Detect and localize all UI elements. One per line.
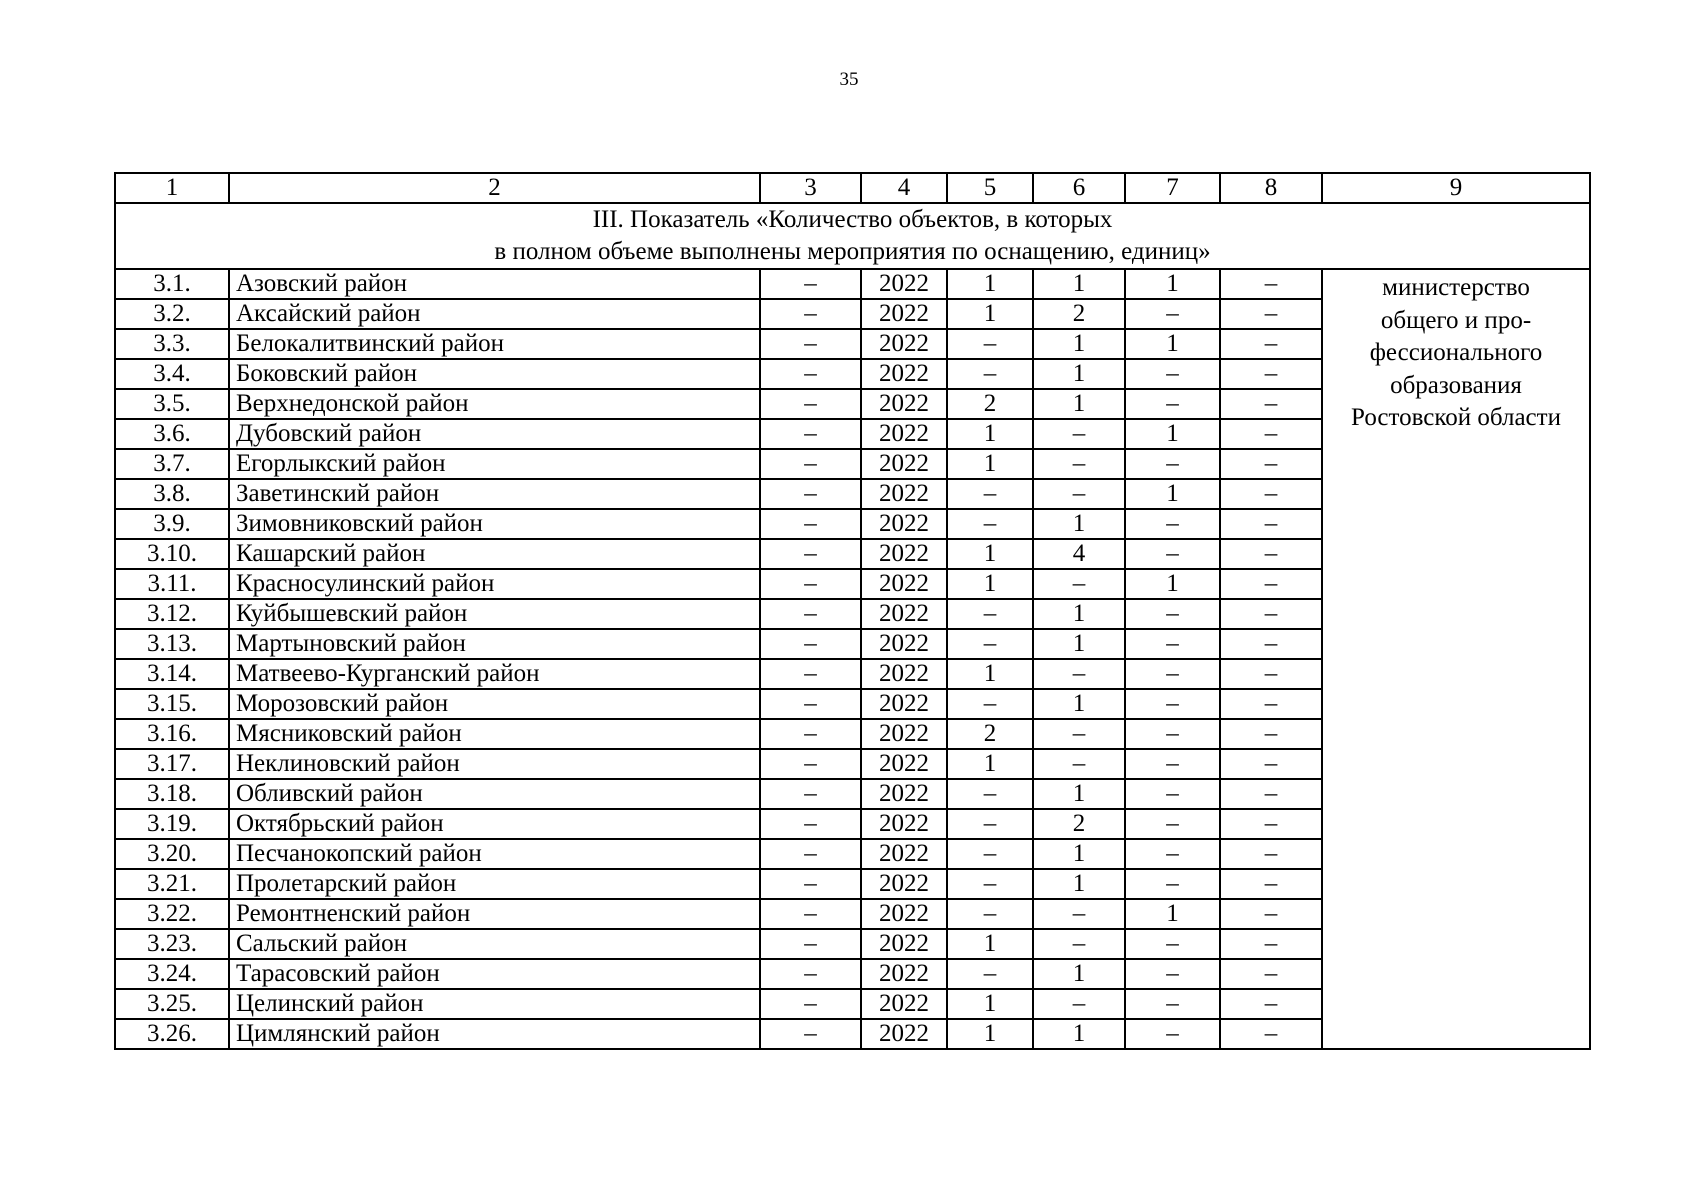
row-number: 3.3. [115,329,229,359]
district-name: Дубовский район [229,419,760,449]
row-number: 3.24. [115,959,229,989]
row-number: 3.11. [115,569,229,599]
row-number: 3.19. [115,809,229,839]
col-5-value: 1 [947,269,1033,299]
col-8-value: – [1220,389,1322,419]
district-name: Морозовский район [229,689,760,719]
col-3-value: – [760,689,861,719]
col-3-value: – [760,959,861,989]
column-number: 6 [1033,173,1125,203]
col-6-value: 1 [1033,359,1125,389]
col-7-value: – [1125,929,1220,959]
col-7-value: – [1125,359,1220,389]
col-8-value: – [1220,569,1322,599]
district-name: Обливский район [229,779,760,809]
column-number: 4 [861,173,947,203]
column-number: 9 [1322,173,1590,203]
row-number: 3.4. [115,359,229,389]
col-3-value: – [760,629,861,659]
col-5-value: – [947,809,1033,839]
col-4-year: 2022 [861,509,947,539]
col-7-value: – [1125,659,1220,689]
district-name: Неклиновский район [229,749,760,779]
col-7-value: – [1125,539,1220,569]
col-7-value: – [1125,719,1220,749]
indicator-table [114,172,1591,1050]
col-5-value: 1 [947,449,1033,479]
row-number: 3.25. [115,989,229,1019]
col-8-value: – [1220,599,1322,629]
col-7-value: 1 [1125,479,1220,509]
district-name: Кашарский район [229,539,760,569]
district-name: Заветинский район [229,479,760,509]
row-number: 3.23. [115,929,229,959]
row-number: 3.2. [115,299,229,329]
column-number: 8 [1220,173,1322,203]
col-8-value: – [1220,809,1322,839]
col-4-year: 2022 [861,629,947,659]
col-8-value: – [1220,839,1322,869]
col-4-year: 2022 [861,989,947,1019]
district-name: Октябрьский район [229,809,760,839]
col-3-value: – [760,329,861,359]
col-4-year: 2022 [861,779,947,809]
responsible-executor-line: Ростовской области [1351,404,1561,432]
col-6-value: – [1033,569,1125,599]
column-number: 1 [115,173,229,203]
col-8-value: – [1220,629,1322,659]
page-number: 35 [839,69,859,90]
col-8-value: – [1220,479,1322,509]
col-7-value: – [1125,509,1220,539]
col-6-value: 1 [1033,389,1125,419]
col-8-value: – [1220,269,1322,299]
district-name: Мясниковский район [229,719,760,749]
col-5-value: – [947,839,1033,869]
col-8-value: – [1220,539,1322,569]
col-5-value: – [947,359,1033,389]
col-5-value: 1 [947,989,1033,1019]
column-number: 7 [1125,173,1220,203]
col-3-value: – [760,509,861,539]
col-6-value: 1 [1033,269,1125,299]
col-3-value: – [760,989,861,1019]
district-name: Целинский район [229,989,760,1019]
col-6-value: – [1033,749,1125,779]
row-number: 3.5. [115,389,229,419]
col-6-value: – [1033,479,1125,509]
col-3-value: – [760,449,861,479]
district-name: Куйбышевский район [229,599,760,629]
section-title-line: в полном объеме выполнены мероприятия по оснащению, единиц» [494,238,1211,265]
col-3-value: – [760,359,861,389]
district-name: Егорлыкский район [229,449,760,479]
col-6-value: – [1033,899,1125,929]
col-6-value: – [1033,719,1125,749]
col-6-value: 1 [1033,689,1125,719]
col-7-value: – [1125,599,1220,629]
district-name: Ремонтненский район [229,899,760,929]
col-8-value: – [1220,749,1322,779]
col-4-year: 2022 [861,749,947,779]
column-number: 3 [760,173,861,203]
col-5-value: 1 [947,659,1033,689]
col-5-value: 1 [947,749,1033,779]
col-6-value: 2 [1033,299,1125,329]
col-6-value: 1 [1033,869,1125,899]
col-5-value: – [947,509,1033,539]
col-5-value: 2 [947,719,1033,749]
col-6-value: 1 [1033,329,1125,359]
col-4-year: 2022 [861,299,947,329]
col-4-year: 2022 [861,839,947,869]
col-6-value: 4 [1033,539,1125,569]
section-title-line: III. Показатель «Количество объектов, в которых [592,206,1113,233]
col-4-year: 2022 [861,1019,947,1049]
col-4-year: 2022 [861,449,947,479]
col-8-value: – [1220,959,1322,989]
col-3-value: – [760,659,861,689]
col-8-value: – [1220,419,1322,449]
col-8-value: – [1220,509,1322,539]
col-4-year: 2022 [861,329,947,359]
col-7-value: – [1125,869,1220,899]
row-number: 3.6. [115,419,229,449]
col-3-value: – [760,809,861,839]
row-number: 3.7. [115,449,229,479]
col-7-value: – [1125,389,1220,419]
col-5-value: 1 [947,1019,1033,1049]
col-5-value: – [947,599,1033,629]
row-number: 3.1. [115,269,229,299]
district-name: Азовский район [229,269,760,299]
col-6-value: 1 [1033,509,1125,539]
col-7-value: – [1125,449,1220,479]
col-8-value: – [1220,929,1322,959]
row-number: 3.13. [115,629,229,659]
col-3-value: – [760,719,861,749]
row-number: 3.17. [115,749,229,779]
col-5-value: – [947,479,1033,509]
col-6-value: – [1033,989,1125,1019]
col-7-value: – [1125,989,1220,1019]
row-number: 3.15. [115,689,229,719]
col-5-value: – [947,899,1033,929]
col-4-year: 2022 [861,389,947,419]
col-6-value: 1 [1033,839,1125,869]
col-6-value: – [1033,659,1125,689]
district-name: Белокалитвинский район [229,329,760,359]
column-number: 5 [947,173,1033,203]
row-number: 3.20. [115,839,229,869]
col-4-year: 2022 [861,929,947,959]
col-3-value: – [760,869,861,899]
district-name: Тарасовский район [229,959,760,989]
col-3-value: – [760,479,861,509]
col-4-year: 2022 [861,479,947,509]
row-number: 3.26. [115,1019,229,1049]
col-7-value: – [1125,959,1220,989]
col-7-value: 1 [1125,569,1220,599]
col-3-value: – [760,779,861,809]
district-name: Пролетарский район [229,869,760,899]
col-8-value: – [1220,689,1322,719]
district-name: Песчанокопский район [229,839,760,869]
col-5-value: 1 [947,419,1033,449]
col-5-value: – [947,959,1033,989]
column-number: 2 [229,173,760,203]
col-8-value: – [1220,869,1322,899]
responsible-executor-line: фессионального [1369,339,1543,367]
col-5-value: 1 [947,299,1033,329]
col-8-value: – [1220,299,1322,329]
col-8-value: – [1220,329,1322,359]
col-3-value: – [760,569,861,599]
col-7-value: 1 [1125,899,1220,929]
col-8-value: – [1220,449,1322,479]
col-7-value: 1 [1125,329,1220,359]
table-row [115,269,1590,299]
district-name: Сальский район [229,929,760,959]
col-6-value: 1 [1033,599,1125,629]
col-5-value: – [947,869,1033,899]
row-number: 3.14. [115,659,229,689]
district-name: Аксайский район [229,299,760,329]
row-number: 3.16. [115,719,229,749]
col-7-value: – [1125,689,1220,719]
col-4-year: 2022 [861,899,947,929]
col-7-value: 1 [1125,269,1220,299]
responsible-executor-line: министерство [1382,274,1530,301]
col-5-value: 1 [947,929,1033,959]
col-5-value: – [947,629,1033,659]
district-name: Мартыновский район [229,629,760,659]
col-7-value: – [1125,779,1220,809]
col-3-value: – [760,599,861,629]
col-3-value: – [760,1019,861,1049]
row-number: 3.18. [115,779,229,809]
col-5-value: – [947,779,1033,809]
col-6-value: 1 [1033,629,1125,659]
row-number: 3.12. [115,599,229,629]
col-4-year: 2022 [861,599,947,629]
col-7-value: – [1125,839,1220,869]
row-number: 3.10. [115,539,229,569]
col-7-value: – [1125,809,1220,839]
table-body [115,173,1590,1049]
col-4-year: 2022 [861,359,947,389]
col-5-value: 1 [947,569,1033,599]
col-7-value: – [1125,299,1220,329]
section-header-row [115,203,1590,269]
col-3-value: – [760,539,861,569]
row-number: 3.9. [115,509,229,539]
col-4-year: 2022 [861,659,947,689]
col-5-value: – [947,329,1033,359]
responsible-executor [1322,269,1590,1049]
col-4-year: 2022 [861,419,947,449]
col-3-value: – [760,839,861,869]
col-4-year: 2022 [861,569,947,599]
section-title [115,203,1590,269]
col-3-value: – [760,389,861,419]
col-6-value: 1 [1033,959,1125,989]
col-4-year: 2022 [861,809,947,839]
col-4-year: 2022 [861,959,947,989]
col-3-value: – [760,269,861,299]
col-8-value: – [1220,359,1322,389]
col-6-value: 1 [1033,1019,1125,1049]
col-7-value: 1 [1125,419,1220,449]
row-number: 3.21. [115,869,229,899]
col-5-value: – [947,689,1033,719]
col-5-value: 1 [947,539,1033,569]
col-4-year: 2022 [861,269,947,299]
col-3-value: – [760,299,861,329]
district-name: Боковский район [229,359,760,389]
district-name: Красносулинский район [229,569,760,599]
responsible-executor-line: общего и про- [1380,306,1532,334]
district-name: Верхнедонской район [229,389,760,419]
col-6-value: – [1033,929,1125,959]
col-4-year: 2022 [861,869,947,899]
district-name: Цимлянский район [229,1019,760,1049]
col-3-value: – [760,899,861,929]
col-6-value: 1 [1033,779,1125,809]
col-8-value: – [1220,899,1322,929]
col-4-year: 2022 [861,689,947,719]
col-7-value: – [1125,629,1220,659]
col-4-year: 2022 [861,719,947,749]
col-8-value: – [1220,659,1322,689]
col-3-value: – [760,419,861,449]
row-number: 3.22. [115,899,229,929]
col-7-value: – [1125,749,1220,779]
col-6-value: 2 [1033,809,1125,839]
col-7-value: – [1125,1019,1220,1049]
col-6-value: – [1033,449,1125,479]
col-3-value: – [760,749,861,779]
district-name: Матвеево-Курганский район [229,659,760,689]
col-8-value: – [1220,779,1322,809]
col-8-value: – [1220,1019,1322,1049]
col-4-year: 2022 [861,539,947,569]
column-number-row [115,173,1590,203]
district-name: Зимовниковский район [229,509,760,539]
row-number: 3.8. [115,479,229,509]
col-8-value: – [1220,989,1322,1019]
col-6-value: – [1033,419,1125,449]
responsible-executor-line: образования [1390,371,1522,399]
col-8-value: – [1220,719,1322,749]
col-5-value: 2 [947,389,1033,419]
col-3-value: – [760,929,861,959]
